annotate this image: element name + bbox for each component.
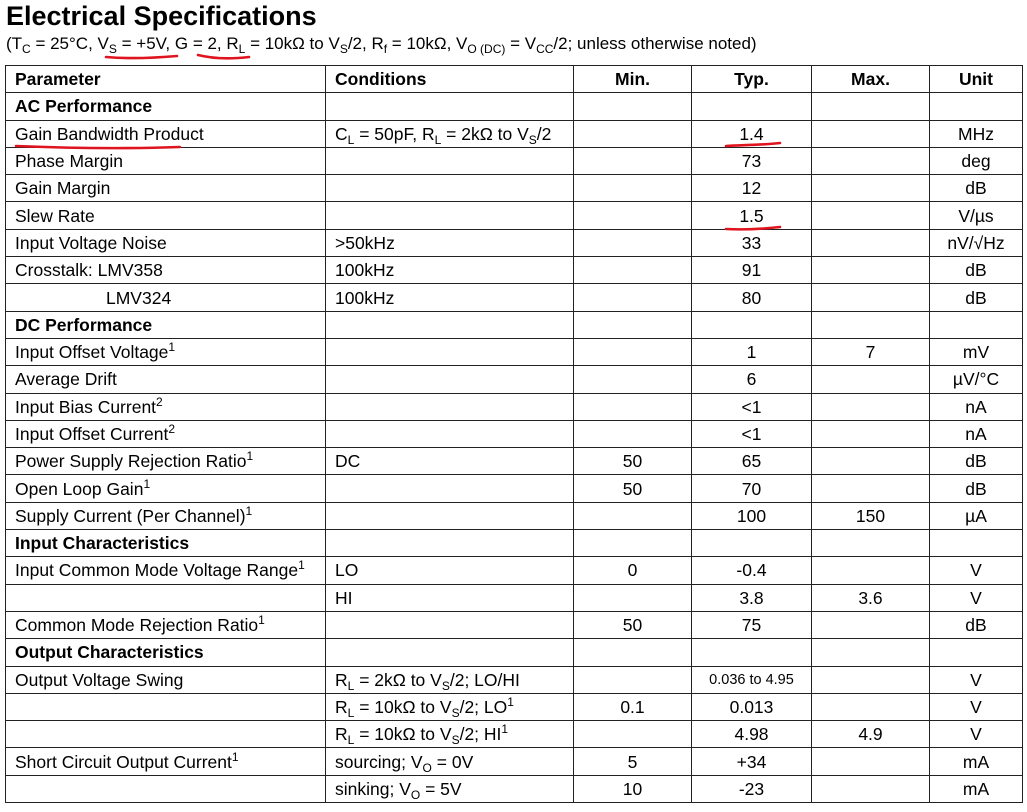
empty-cell bbox=[326, 311, 574, 338]
cell-conditions: DC bbox=[326, 448, 574, 475]
section-heading: Output Characteristics bbox=[6, 639, 326, 666]
cell-unit: dB bbox=[930, 475, 1023, 502]
cell-max bbox=[812, 557, 930, 584]
cell-typ: 6 bbox=[692, 366, 812, 393]
cell-typ: 0.013 bbox=[692, 693, 812, 720]
cell-min bbox=[574, 284, 692, 311]
cell-conditions: 100kHz bbox=[326, 284, 574, 311]
section-row bbox=[6, 530, 1023, 557]
cell-parameter bbox=[6, 721, 326, 748]
empty-cell bbox=[326, 530, 574, 557]
cell-max: 150 bbox=[812, 502, 930, 529]
cell-parameter: Crosstalk: LMV358 bbox=[6, 257, 326, 284]
empty-cell bbox=[812, 530, 930, 557]
cell-conditions: sinking; $V_O = 5V$ bbox=[326, 775, 574, 802]
cell-parameter: Input Bias Current$^2$ bbox=[6, 393, 326, 420]
empty-cell bbox=[812, 93, 930, 120]
cell-typ: 100 bbox=[692, 502, 812, 529]
cell-parameter: Input Common Mode Voltage Range$^1$ bbox=[6, 557, 326, 584]
cell-unit: V bbox=[930, 557, 1023, 584]
empty-cell bbox=[574, 530, 692, 557]
cell-conditions bbox=[326, 338, 574, 365]
cell-parameter: Common Mode Rejection Ratio$^1$ bbox=[6, 611, 326, 638]
table-row bbox=[6, 584, 1023, 611]
empty-cell bbox=[930, 311, 1023, 338]
cell-min bbox=[574, 147, 692, 174]
cell-typ: <1 bbox=[692, 393, 812, 420]
cell-max bbox=[812, 775, 930, 802]
cell-parameter: Open Loop Gain$^1$ bbox=[6, 475, 326, 502]
section-heading: AC Performance bbox=[6, 93, 326, 120]
cell-max bbox=[812, 475, 930, 502]
cell-conditions bbox=[326, 202, 574, 229]
cell-unit: nV/√Hz bbox=[930, 229, 1023, 256]
page-title: Electrical Specifications bbox=[6, 1, 317, 31]
section-heading: DC Performance bbox=[6, 311, 326, 338]
cell-typ: 3.8 bbox=[692, 584, 812, 611]
cell-min bbox=[574, 502, 692, 529]
cell-max bbox=[812, 366, 930, 393]
cell-min bbox=[574, 666, 692, 693]
cell-conditions bbox=[326, 393, 574, 420]
cell-conditions: HI bbox=[326, 584, 574, 611]
table-row bbox=[6, 666, 1023, 693]
table-row bbox=[6, 775, 1023, 802]
cell-min: 0.1 bbox=[574, 693, 692, 720]
cell-typ: -23 bbox=[692, 775, 812, 802]
cell-conditions: $R_L = 2k\Omega$ to $V_S/2$; LO/HI bbox=[326, 666, 574, 693]
table-row bbox=[6, 147, 1023, 174]
table-row bbox=[6, 393, 1023, 420]
cell-unit: V bbox=[930, 721, 1023, 748]
empty-cell bbox=[326, 639, 574, 666]
empty-cell bbox=[574, 311, 692, 338]
column-header-unit: Unit bbox=[930, 66, 1023, 93]
cell-parameter bbox=[6, 584, 326, 611]
section-row bbox=[6, 311, 1023, 338]
empty-cell bbox=[326, 93, 574, 120]
table-row bbox=[6, 338, 1023, 365]
cell-unit: V bbox=[930, 666, 1023, 693]
cell-conditions bbox=[326, 611, 574, 638]
cell-unit: dB bbox=[930, 284, 1023, 311]
cell-unit: dB bbox=[930, 611, 1023, 638]
empty-cell bbox=[692, 93, 812, 120]
column-header-conditions: Conditions bbox=[326, 66, 574, 93]
cell-max bbox=[812, 693, 930, 720]
cell-conditions bbox=[326, 366, 574, 393]
cell-parameter: Supply Current (Per Channel)$^1$ bbox=[6, 502, 326, 529]
cell-parameter: Short Circuit Output Current$^1$ bbox=[6, 748, 326, 775]
column-header-max: Max. bbox=[812, 66, 930, 93]
section-row bbox=[6, 93, 1023, 120]
cell-typ: 0.036 to 4.95 bbox=[692, 666, 812, 693]
cell-max bbox=[812, 229, 930, 256]
table-header-row bbox=[6, 66, 1023, 93]
section-row bbox=[6, 639, 1023, 666]
cell-min: 0 bbox=[574, 557, 692, 584]
cell-parameter: Power Supply Rejection Ratio$^1$ bbox=[6, 448, 326, 475]
cell-unit: V/µs bbox=[930, 202, 1023, 229]
cell-min bbox=[574, 420, 692, 447]
cell-max bbox=[812, 748, 930, 775]
cell-max bbox=[812, 666, 930, 693]
cell-max bbox=[812, 120, 930, 147]
cell-typ: 4.98 bbox=[692, 721, 812, 748]
empty-cell bbox=[692, 530, 812, 557]
table-row bbox=[6, 120, 1023, 147]
cell-max bbox=[812, 202, 930, 229]
cell-min bbox=[574, 721, 692, 748]
cell-min bbox=[574, 257, 692, 284]
cell-parameter: Input Voltage Noise bbox=[6, 229, 326, 256]
cell-min bbox=[574, 120, 692, 147]
cell-unit: mA bbox=[930, 748, 1023, 775]
empty-cell bbox=[692, 311, 812, 338]
table-row bbox=[6, 229, 1023, 256]
cell-min: 5 bbox=[574, 748, 692, 775]
cell-typ: 73 bbox=[692, 147, 812, 174]
cell-parameter: Input Offset Current$^2$ bbox=[6, 420, 326, 447]
cell-parameter: Gain Bandwidth Product bbox=[6, 120, 326, 147]
cell-max: 3.6 bbox=[812, 584, 930, 611]
cell-conditions bbox=[326, 147, 574, 174]
cell-unit: dB bbox=[930, 175, 1023, 202]
cell-max bbox=[812, 175, 930, 202]
cell-max bbox=[812, 611, 930, 638]
cell-unit: dB bbox=[930, 448, 1023, 475]
table-row bbox=[6, 175, 1023, 202]
table-row bbox=[6, 693, 1023, 720]
cell-typ: -0.4 bbox=[692, 557, 812, 584]
cell-min bbox=[574, 202, 692, 229]
cell-unit: MHz bbox=[930, 120, 1023, 147]
empty-cell bbox=[930, 93, 1023, 120]
table-row bbox=[6, 448, 1023, 475]
empty-cell bbox=[574, 639, 692, 666]
cell-unit: mA bbox=[930, 775, 1023, 802]
cell-conditions: >50kHz bbox=[326, 229, 574, 256]
cell-conditions: $R_L = 10k\Omega$ to $V_S/2$; $HI^1$ bbox=[326, 721, 574, 748]
cell-typ: 12 bbox=[692, 175, 812, 202]
cell-parameter: Average Drift bbox=[6, 366, 326, 393]
cell-max: 4.9 bbox=[812, 721, 930, 748]
cell-min bbox=[574, 393, 692, 420]
cell-conditions: $C_L = 50pF$, $R_L = 2k\Omega$ to $V_S/2$ bbox=[326, 120, 574, 147]
cell-typ: 1 bbox=[692, 338, 812, 365]
empty-cell bbox=[574, 93, 692, 120]
table-row bbox=[6, 475, 1023, 502]
cell-conditions bbox=[326, 475, 574, 502]
cell-typ: 1.5 bbox=[692, 202, 812, 229]
empty-cell bbox=[930, 530, 1023, 557]
table-row bbox=[6, 557, 1023, 584]
cell-typ: 70 bbox=[692, 475, 812, 502]
empty-cell bbox=[812, 311, 930, 338]
cell-parameter bbox=[6, 693, 326, 720]
column-header-typ: Typ. bbox=[692, 66, 812, 93]
cell-min bbox=[574, 584, 692, 611]
cell-typ: <1 bbox=[692, 420, 812, 447]
table-row bbox=[6, 284, 1023, 311]
cell-parameter: Slew Rate bbox=[6, 202, 326, 229]
section-heading: Input Characteristics bbox=[6, 530, 326, 557]
cell-unit: deg bbox=[930, 147, 1023, 174]
cell-unit: µA bbox=[930, 502, 1023, 529]
cell-typ: +34 bbox=[692, 748, 812, 775]
table-row bbox=[6, 611, 1023, 638]
cell-typ: 33 bbox=[692, 229, 812, 256]
cell-conditions bbox=[326, 420, 574, 447]
cell-min bbox=[574, 366, 692, 393]
cell-conditions: sourcing; $V_O = 0V$ bbox=[326, 748, 574, 775]
cell-conditions: $R_L = 10k\Omega$ to $V_S/2$; $LO^1$ bbox=[326, 693, 574, 720]
cell-min: 10 bbox=[574, 775, 692, 802]
cell-max bbox=[812, 147, 930, 174]
table-row bbox=[6, 366, 1023, 393]
cell-max bbox=[812, 257, 930, 284]
cell-min bbox=[574, 338, 692, 365]
cell-typ: 75 bbox=[692, 611, 812, 638]
cell-min: 50 bbox=[574, 611, 692, 638]
table-row bbox=[6, 721, 1023, 748]
cell-parameter: Output Voltage Swing bbox=[6, 666, 326, 693]
cell-parameter: LMV324 bbox=[6, 284, 326, 311]
empty-cell bbox=[930, 639, 1023, 666]
cell-parameter: Input Offset Voltage$^1$ bbox=[6, 338, 326, 365]
test-conditions-subtitle: ($T_C = 25^\circ C$, $V_S = +5V$, G = 2, $R_L = 10k\Omega$ to $V_S/2$, $R_f = 10k\Omega$, $V_{O (DC)} = V_{CC}/2$; unless otherwise noted) bbox=[6, 34, 757, 56]
cell-conditions bbox=[326, 175, 574, 202]
cell-unit: nA bbox=[930, 420, 1023, 447]
cell-typ: 1.4 bbox=[692, 120, 812, 147]
table-row bbox=[6, 202, 1023, 229]
cell-unit: mV bbox=[930, 338, 1023, 365]
empty-cell bbox=[692, 639, 812, 666]
cell-min: 50 bbox=[574, 475, 692, 502]
cell-typ: 80 bbox=[692, 284, 812, 311]
table-body bbox=[6, 93, 1023, 803]
cell-max bbox=[812, 393, 930, 420]
cell-max bbox=[812, 420, 930, 447]
cell-typ: 91 bbox=[692, 257, 812, 284]
cell-unit: V bbox=[930, 693, 1023, 720]
cell-min: 50 bbox=[574, 448, 692, 475]
cell-conditions: 100kHz bbox=[326, 257, 574, 284]
table-row bbox=[6, 748, 1023, 775]
cell-parameter: Phase Margin bbox=[6, 147, 326, 174]
column-header-min: Min. bbox=[574, 66, 692, 93]
table-row bbox=[6, 502, 1023, 529]
cell-unit: dB bbox=[930, 257, 1023, 284]
cell-min bbox=[574, 229, 692, 256]
cell-parameter: Gain Margin bbox=[6, 175, 326, 202]
cell-min bbox=[574, 175, 692, 202]
cell-unit: V bbox=[930, 584, 1023, 611]
column-header-parameter: Parameter bbox=[6, 66, 326, 93]
cell-parameter bbox=[6, 775, 326, 802]
table-row bbox=[6, 420, 1023, 447]
cell-max: 7 bbox=[812, 338, 930, 365]
cell-conditions bbox=[326, 502, 574, 529]
cell-typ: 65 bbox=[692, 448, 812, 475]
cell-max bbox=[812, 284, 930, 311]
table-row bbox=[6, 257, 1023, 284]
cell-unit: nA bbox=[930, 393, 1023, 420]
cell-max bbox=[812, 448, 930, 475]
electrical-specifications-table bbox=[5, 65, 1023, 803]
empty-cell bbox=[812, 639, 930, 666]
cell-conditions: LO bbox=[326, 557, 574, 584]
cell-unit: µV/°C bbox=[930, 366, 1023, 393]
